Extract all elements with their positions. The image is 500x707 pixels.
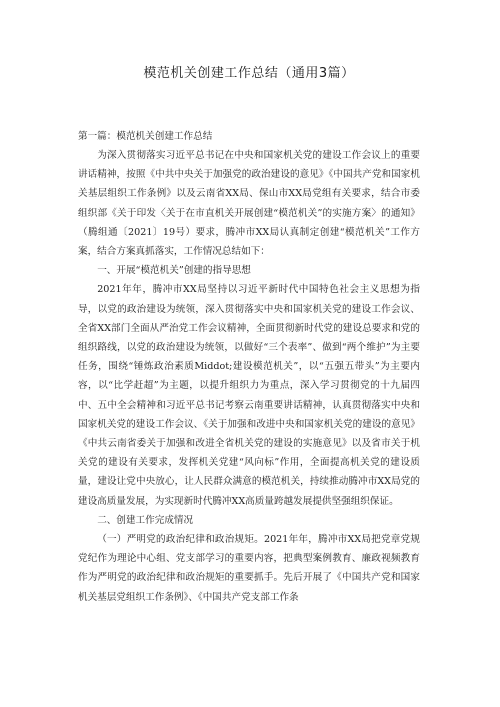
document-title: 模范机关创建工作总结（通用3篇） (143, 66, 355, 81)
heading-work-completion: 二、创建工作完成情况 (97, 514, 194, 526)
guiding-ideology-paragraph: 2021年年，腾冲市XX局坚持以习近平新时代中国特色社会主义思想为指导，以党的政治建设为统领，深入贯彻落实中央和国家机关党的建设工作会议、全省XX部门全面从严治党工作会议精神，全面贯彻新时代党的建设总要求和党的组织路线，以党的政治建设为统领，以做好“三个表率”、做到“两个维护”为主要任务，围绕“锤炼政治素质Middot;建设模范机关”，以“五强五带头”为主要内容，以“比学赶超”为主题，以提升组织力为重点，深入学习贯彻党的十九届四中、五中全会精神和习近平总书记考察云南重要讲话精神，认真贯彻落实中央和国家机关党的建设工作会议、《关于加强和改进中央和国家机关党的建设的意见》《中共云南省委关于加强和改进全省机关党的建设的实施意见》以及省市关于机关党的建设有关要求，发挥机关党建“风向标”作用，全面提高机关党的建设质量，建设让党中央放心，让人民群众满意的模范机关，持续推动腾冲市XX局党的建设高质量发展，为实现新时代腾冲XX高质量跨越发展提供坚强组织保证。 (78, 284, 420, 507)
discipline-paragraph: （一）严明党的政治纪律和政治规矩。2021年年，腾冲市XX局把党章党规党纪作为理论中心组、党支部学习的重要内容，把典型案例教育、廉政视频教育作为严明党的政治纪律和政治规矩的重要抓手。先后开展了《中国共产党和国家机关基层党组织工作条例》、《中国共产党支部工作条 (78, 534, 420, 603)
heading-guiding-ideology: 一、开展“模范机关”创建的指导思想 (97, 265, 251, 277)
section-heading: 第一篇：模范机关创建工作总结 (78, 131, 213, 142)
intro-paragraph: 为深入贯彻落实习近平总书记在中央和国家机关党的建设工作会议上的重要讲话精神，按照《中共中央关于加强党的政治建设的意见》《中国共产党和国家机关基层组织工作条例》以及云南省XX局、保山市XX局党组有关要求，结合市委组织部《关于印发〈关于在市直机关开展创建“模范机关”的实施方案〉的通知》（腾组通〔2021〕19号）要求，腾冲市XX局认真制定创建“模范机关”工作方案，结合方案真抓落实，工作情况总结如下： (78, 150, 420, 258)
